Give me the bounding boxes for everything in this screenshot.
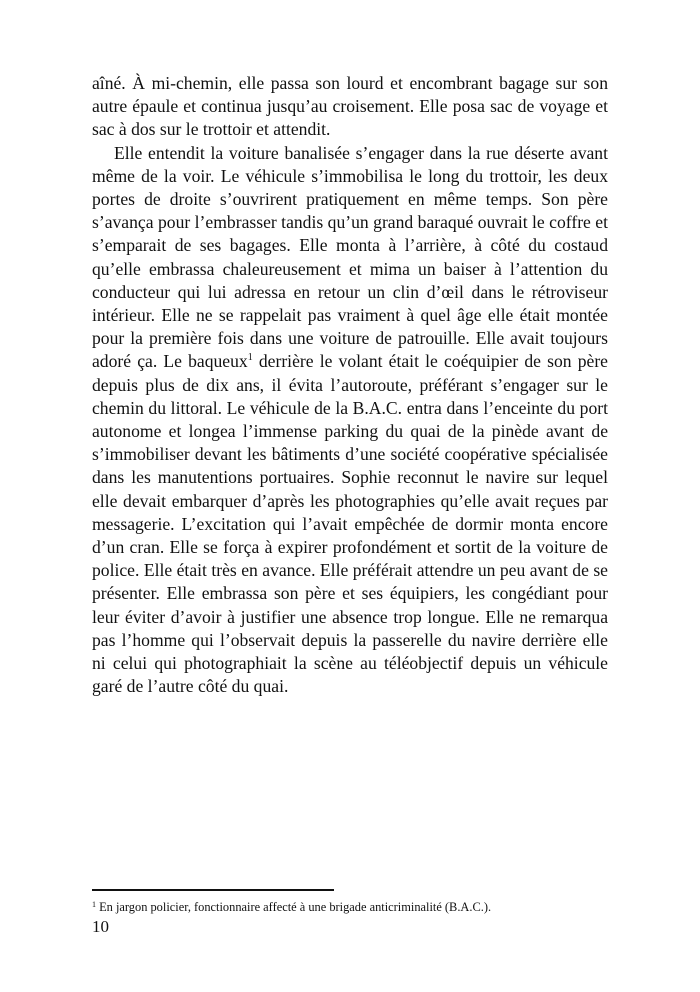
footnote	[92, 899, 612, 915]
footnote-separator	[92, 889, 334, 891]
paragraph-1-text: aîné. À mi-chemin, elle passa son lourd et encombrant bagage sur son autre épaule et continua jusqu’au croisement. Elle posa sac de voyage et sac à dos sur le trottoir et attendit.	[92, 73, 608, 140]
footnote-number: 1	[92, 900, 96, 909]
paragraph-2	[92, 142, 608, 699]
paragraph-2-text-start: Elle entendit la voiture banalisée s’engager dans la rue déserte avant même de la voir. Le véhicule s’immobilisa le long du trottoir, les deux portes de droite s’ouvrirent pratiquement en même temps. Son père s’avança pour l’embrasser tandis qu’un grand baraqué ouvrait le coffre et s’emparait de ses bagages. Elle monta à l’arrière, à côté du costaud qu’elle embrassa chaleureusement et mima un baiser à l’attention du conducteur qui lui adressa en retour un clin d’œil dans le rétroviseur intérieur. Elle ne se rappelait pas vraiment à quel âge elle était montée pour la première fois dans une voiture de patrouille. Elle avait toujours adoré ça. Le baqueux	[92, 142, 608, 372]
paragraph-2-text-end: derrière le volant était le coéquipier de son père depuis plus de dix ans, il évita l’autoroute, préférant s’engager sur le chemin du littoral. Le véhicule de la B.A.C. entra dans l’enceinte du port autonome et longea l’immense parking du quai de la pinède avant de s’immobiliser devant les bâtiments d’une société coopérative spécialisée dans les manutentions portuaires. Sophie reconnut le navire sur lequel elle devait embarquer d’après les photographies qu’elle avait reçues par messagerie. L’excitation qui l’avait empêchée de dormir monta encore d’un cran. Elle se força à expirer profondément et sortit de la voiture de police. Elle était très en avance. Elle préférait attendre un peu avant de se présenter. Elle embrassa son père et ses équipiers, les congédiant pour leur éviter d’avoir à justifier une absence trop longue. Elle ne remarqua pas l’homme qui l’observait depuis la passerelle du navire derrière elle ni celui qui photographiait la scène au téléobjectif depuis un véhicule garé de l’autre côté du quai.	[92, 351, 608, 697]
page-body	[92, 72, 608, 698]
footnote-reference: 1	[247, 352, 253, 364]
footnote-text: En jargon policier, fonctionnaire affecté à une brigade anticriminalité (B.A.C.).	[96, 900, 492, 914]
page-number: 10	[92, 917, 109, 936]
paragraph-1	[92, 72, 608, 142]
